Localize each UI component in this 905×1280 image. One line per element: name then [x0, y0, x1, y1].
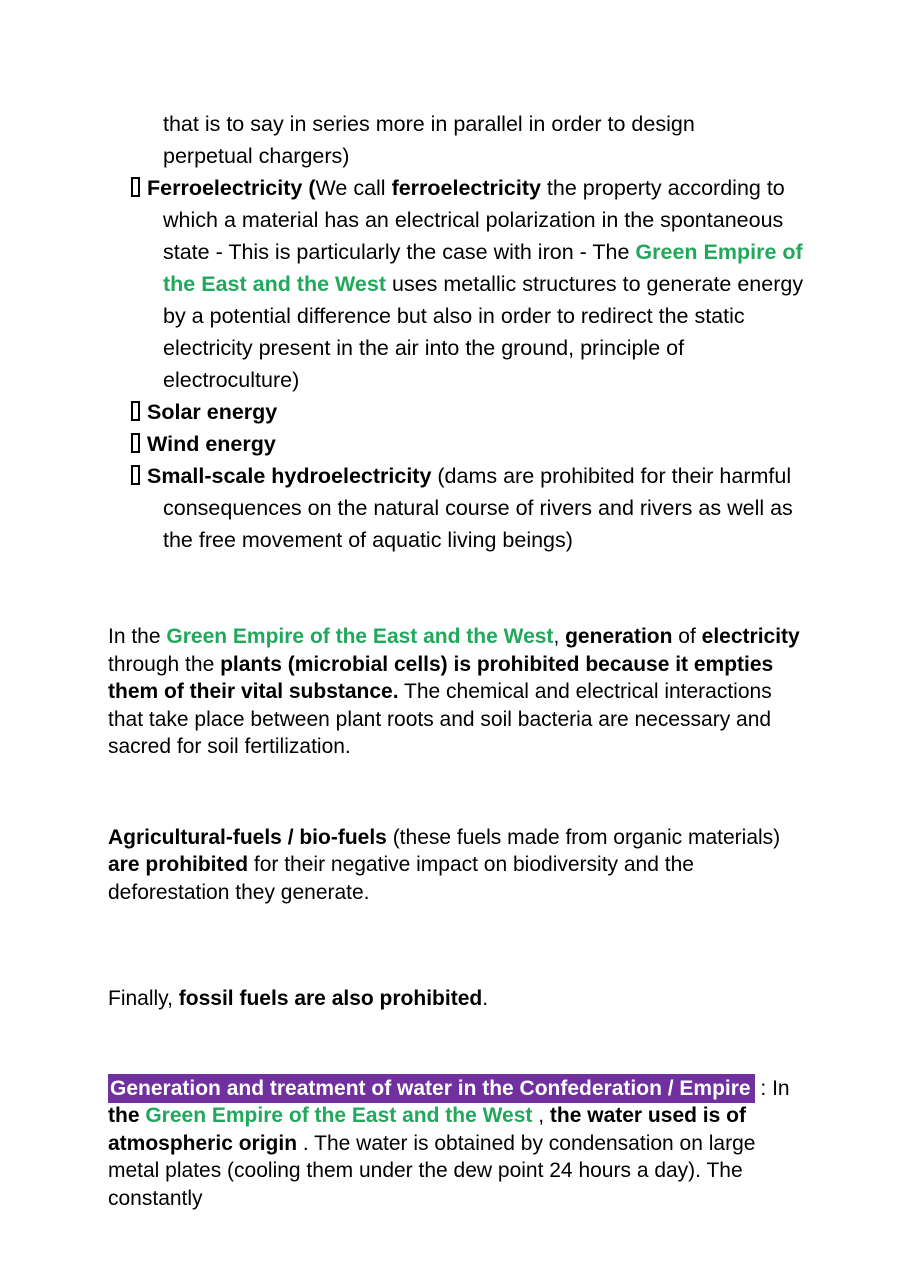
text-segment: : In — [754, 1076, 790, 1100]
text-segment: the property according to which a material has an electrical polarization in the spontaneous state - This is particularly the case with iron - The — [163, 176, 785, 264]
list-item-wind-energy — [131, 428, 807, 460]
text-segment: Small-scale hydroelectricity — [147, 464, 432, 488]
text-segment: Finally, — [108, 987, 179, 1010]
text-segment: that is to say in series more in parallel in order to design perpetual chargers) — [163, 112, 695, 168]
paragraph-electricity-generation — [108, 623, 805, 761]
text-segment: Generation and treatment of water in the Confederation / Empire — [108, 1074, 755, 1103]
text-segment: generation — [565, 625, 673, 648]
text-segment: . The water is obtained by condensation on large metal plates (cooling them under the dew point 24 hours a day). The constantly — [108, 1131, 756, 1210]
text-segment: the — [108, 1104, 146, 1127]
text-segment: Ferroelectricity ( — [147, 176, 316, 200]
text-segment: , — [553, 625, 566, 648]
paragraph-agricultural-fuels — [108, 824, 805, 907]
list-item-text — [147, 432, 276, 456]
text-segment: electricity — [701, 625, 800, 648]
list-item-text — [147, 464, 793, 552]
text-segment: plants (microbial cells) is prohibited because it empties them of their vital substance. — [108, 652, 774, 703]
text-segment: Wind energy — [147, 432, 276, 456]
bullet-box-icon — [131, 177, 140, 197]
text-segment: uses metallic structures to generate energy by a potential difference but also in order to redirect the static electricity present in the air into the ground, principle of electroculture) — [163, 272, 804, 392]
text-segment: The chemical and electrical interactions that take place between plant roots and soil bacteria are necessary and sacred for soil fertilization. — [108, 680, 772, 758]
list-item-text — [147, 400, 277, 424]
list-item-hydroelectricity — [131, 460, 807, 556]
text-segment: fossil fuels are also prohibited — [178, 987, 483, 1010]
paragraph-water-generation — [108, 1075, 805, 1213]
text-segment: , — [532, 1104, 550, 1127]
list-item-continuation-text — [163, 108, 775, 172]
text-segment: (dams are prohibited for their harmful consequences on the natural course of rivers and rivers as well as the free movement of aquatic living beings) — [163, 464, 793, 552]
text-segment: of — [672, 625, 702, 648]
text-segment: . — [482, 987, 489, 1010]
text-segment: (these fuels made from organic materials) — [386, 825, 781, 849]
text-segment: We call — [315, 176, 392, 200]
list-item-solar-energy — [131, 396, 807, 428]
bullet-box-icon — [131, 465, 140, 485]
text-segment: the water used is of atmospheric origin — [108, 1104, 746, 1155]
text-segment: ferroelectricity — [391, 176, 541, 200]
paragraph-fossil-fuels — [108, 985, 805, 1013]
text-segment: Green Empire of the East and the West — [163, 240, 803, 296]
text-segment: Solar energy — [147, 400, 278, 424]
bullet-list — [131, 172, 807, 556]
text-segment: for their negative impact on biodiversity and the deforestation they generate. — [108, 853, 694, 904]
text-segment: through the — [108, 652, 221, 676]
bullet-box-icon — [131, 433, 140, 453]
text-segment: Green Empire of the East and the West — [166, 625, 554, 648]
text-segment: In the — [108, 625, 167, 648]
text-segment: Agricultural-fuels / bio-fuels — [108, 825, 387, 849]
energy-sources-list-block — [131, 108, 807, 556]
bullet-box-icon — [131, 401, 140, 421]
text-segment: Green Empire of the East and the West — [145, 1104, 533, 1127]
list-item-text — [147, 176, 803, 392]
list-item-ferroelectricity — [131, 172, 807, 396]
text-segment: are prohibited — [108, 853, 249, 876]
